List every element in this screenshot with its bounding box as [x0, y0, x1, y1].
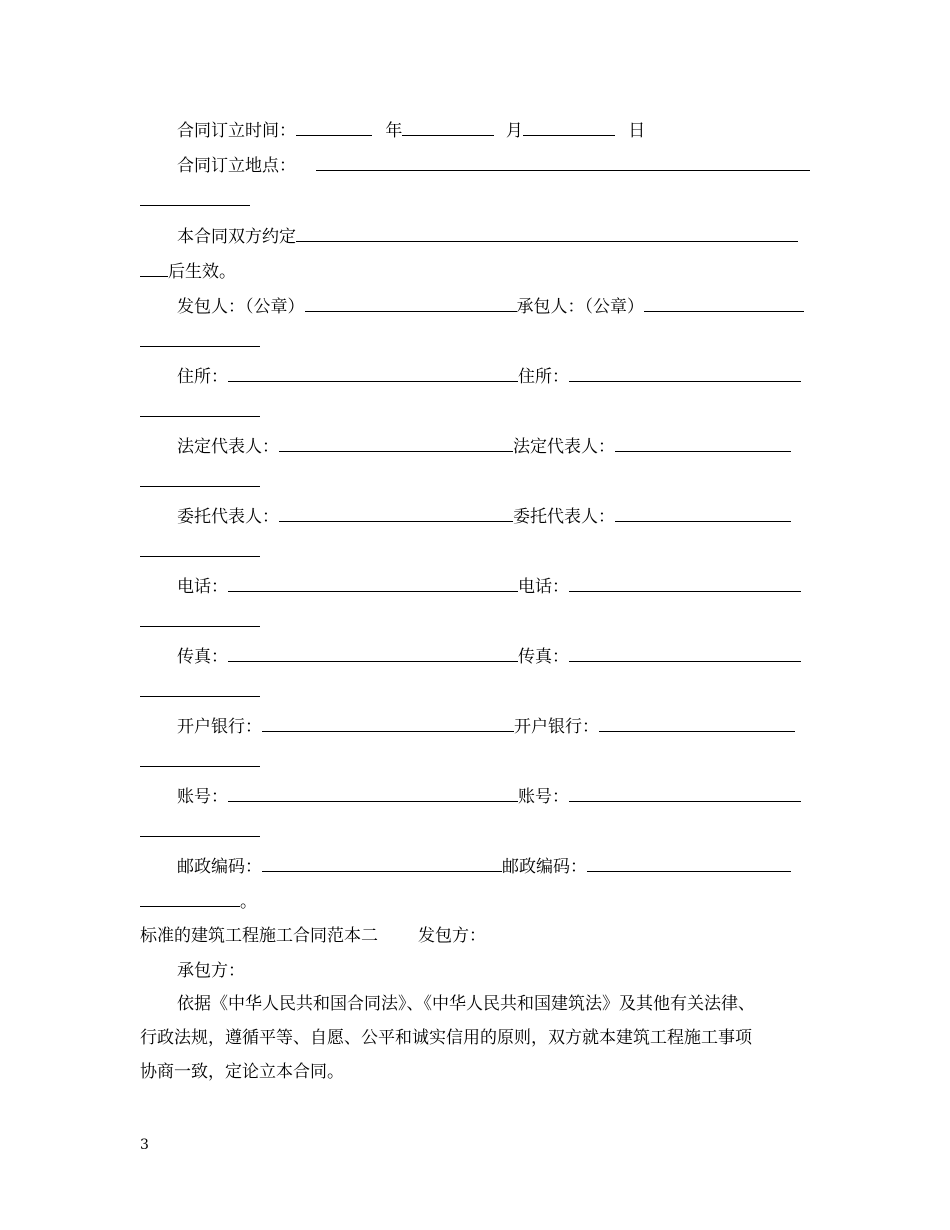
sample-two-employer-label: 发包方：: [418, 926, 486, 946]
sample-two-paragraph-line-1: [177, 993, 755, 1015]
month-blank[interactable]: [402, 119, 494, 136]
postcode-line: [177, 855, 791, 877]
employer-fax-label: 传真：: [177, 647, 228, 667]
parties-blank-cont[interactable]: [140, 330, 260, 347]
contractor-legal-rep-blank[interactable]: [615, 435, 791, 452]
effective-blank[interactable]: [296, 225, 798, 242]
phone-continuation: [140, 610, 260, 632]
contractor-account-label: 账号：: [518, 787, 569, 807]
parties-continuation: [140, 330, 260, 352]
sample-two-paragraph-line-3: [140, 1061, 344, 1083]
fax-line: [177, 645, 801, 667]
contract-place-label: 合同订立地点：: [177, 156, 296, 176]
contractor-legal-rep-label: 法定代表人：: [513, 437, 615, 457]
authorized-rep-line: [177, 505, 791, 527]
contractor-fax-blank[interactable]: [569, 645, 801, 662]
contractor-fax-label: 传真：: [518, 647, 569, 667]
contractor-address-label: 住所：: [518, 367, 569, 387]
contract-place-blank[interactable]: [316, 154, 810, 171]
day-label: 日: [628, 121, 646, 141]
bank-line: [177, 715, 795, 737]
year-blank[interactable]: [296, 119, 372, 136]
sample-two-title: 标准的建筑工程施工合同范本二: [140, 926, 378, 946]
effective-continuation: [140, 260, 236, 282]
employer-authorized-rep-label: 委托代表人：: [177, 507, 279, 527]
contractor-seal-label: 承包人：（公章）: [516, 297, 644, 317]
page-number: 3: [140, 1137, 149, 1153]
year-label: 年: [385, 121, 403, 141]
employer-fax-blank[interactable]: [228, 645, 518, 662]
effective-suffix: 后生效。: [168, 262, 236, 282]
contract-time-label: 合同订立时间：: [177, 121, 296, 141]
authorized-rep-blank-cont[interactable]: [140, 540, 260, 557]
fax-blank-cont[interactable]: [140, 680, 260, 697]
employer-bank-blank[interactable]: [262, 715, 514, 732]
contractor-account-blank[interactable]: [569, 785, 801, 802]
fax-continuation: [140, 680, 260, 702]
contractor-authorized-rep-blank[interactable]: [615, 505, 791, 522]
employer-legal-rep-blank[interactable]: [279, 435, 513, 452]
contract-place-line: [177, 154, 810, 176]
month-label: 月: [505, 121, 523, 141]
address-continuation: [140, 400, 260, 422]
account-line: [177, 785, 801, 807]
contractor-phone-blank[interactable]: [569, 575, 801, 592]
sample-two-heading-line: [140, 925, 486, 947]
paragraph-text-1: 依据《中华人民共和国合同法》、《中华人民共和国建筑法》及其他有关法律、: [177, 994, 755, 1014]
address-blank-cont[interactable]: [140, 400, 260, 417]
contractor-seal-blank[interactable]: [644, 295, 804, 312]
employer-address-label: 住所：: [177, 367, 228, 387]
sample-two-contractor-label: 承包方：: [177, 961, 245, 981]
contract-place-blank-cont[interactable]: [140, 189, 250, 206]
bank-continuation: [140, 750, 260, 772]
legal-rep-line: [177, 435, 791, 457]
employer-account-label: 账号：: [177, 787, 228, 807]
account-continuation: [140, 820, 260, 842]
employer-phone-label: 电话：: [177, 577, 228, 597]
employer-bank-label: 开户银行：: [177, 717, 262, 737]
employer-address-blank[interactable]: [228, 365, 518, 382]
employer-legal-rep-label: 法定代表人：: [177, 437, 279, 457]
paragraph-text-2: 行政法规，遵循平等、自愿、公平和诚实信用的原则，双方就本建筑工程施工事项: [140, 1028, 752, 1048]
bank-blank-cont[interactable]: [140, 750, 260, 767]
phone-line: [177, 575, 801, 597]
paragraph-text-3: 协商一致，定论立本合同。: [140, 1062, 344, 1082]
postcode-blank-cont[interactable]: [140, 890, 240, 907]
effective-label: 本合同双方约定: [177, 227, 296, 247]
contractor-authorized-rep-label: 委托代表人：: [513, 507, 615, 527]
account-blank-cont[interactable]: [140, 820, 260, 837]
final-period: 。: [240, 892, 257, 912]
contractor-bank-blank[interactable]: [599, 715, 795, 732]
postcode-continuation: [140, 890, 257, 912]
contractor-address-blank[interactable]: [569, 365, 801, 382]
employer-authorized-rep-blank[interactable]: [279, 505, 513, 522]
contractor-bank-label: 开户银行：: [514, 717, 599, 737]
contractor-postcode-label: 邮政编码：: [502, 857, 587, 877]
contract-place-continuation: [140, 189, 250, 211]
parties-line: [177, 295, 804, 317]
phone-blank-cont[interactable]: [140, 610, 260, 627]
employer-seal-blank[interactable]: [305, 295, 517, 312]
contractor-postcode-blank[interactable]: [587, 855, 791, 872]
employer-seal-label: 发包人：（公章）: [177, 297, 305, 317]
contract-time-line: [177, 119, 645, 141]
legal-rep-continuation: [140, 470, 260, 492]
employer-postcode-blank[interactable]: [262, 855, 502, 872]
effective-line: [177, 225, 798, 247]
employer-postcode-label: 邮政编码：: [177, 857, 262, 877]
authorized-rep-continuation: [140, 540, 260, 562]
employer-account-blank[interactable]: [228, 785, 518, 802]
sample-two-paragraph-line-2: [140, 1027, 752, 1049]
employer-phone-blank[interactable]: [228, 575, 518, 592]
sample-two-contractor-line: [177, 960, 245, 982]
address-line: [177, 365, 801, 387]
day-blank[interactable]: [523, 119, 615, 136]
contractor-phone-label: 电话：: [518, 577, 569, 597]
effective-blank-cont[interactable]: [140, 260, 168, 277]
legal-rep-blank-cont[interactable]: [140, 470, 260, 487]
